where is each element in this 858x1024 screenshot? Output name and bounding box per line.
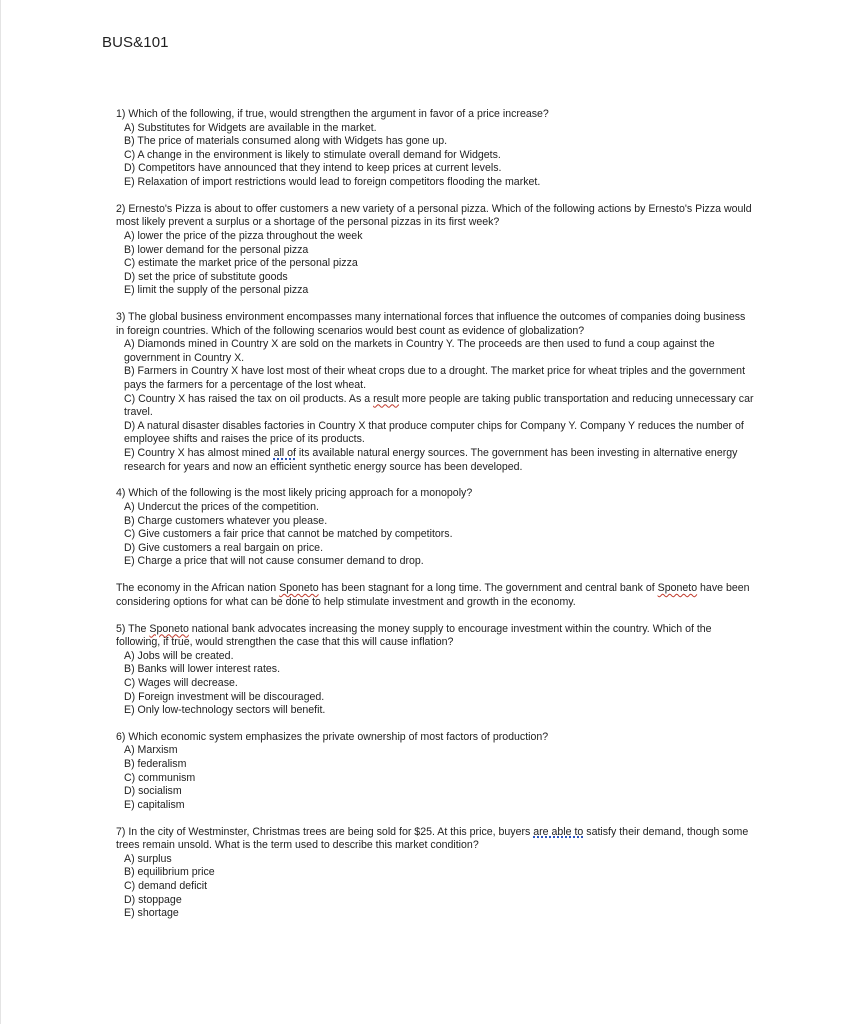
answer-option: B) Banks will lower interest rates. (124, 663, 281, 676)
answer-option: B) Farmers in Country X have lost most of their wheat crops due to a drought. The market price for wheat triples and the government pays the farmers for a percentage of the lost wheat. (124, 365, 746, 392)
question-text-part: satisfy their demand, though some trees remain unsold. What is the term used to describe this market condition? (116, 825, 749, 852)
option-text: C) Country X has raised the tax on oil products. As a (124, 392, 374, 405)
question-1 (116, 108, 756, 190)
answer-option: D) Give customers a real bargain on price. (124, 541, 324, 554)
question-text (116, 623, 756, 650)
answer-option: D) socialism (124, 785, 182, 798)
answer-option: D) Competitors have announced that they intend to keep prices at current levels. (124, 162, 502, 175)
question-text-part: 7) In the city of Westminster, Christmas trees are being sold for $25. At this price, buyers (116, 825, 534, 838)
answer-option: B) The price of materials consumed along with Widgets has gone up. (124, 135, 448, 148)
question-list (116, 108, 756, 934)
answer-option: C) estimate the market price of the personal pizza (124, 257, 358, 270)
answer-option: A) Undercut the prices of the competition. (124, 501, 319, 513)
answer-option: B) Charge customers whatever you please. (124, 514, 328, 527)
answer-option: B) lower demand for the personal pizza (124, 243, 309, 256)
question-text: 4) Which of the following is the most likely pricing approach for a monopoly? (116, 487, 473, 500)
grammar-flagged-phrase[interactable]: all of (273, 447, 296, 460)
answer-option: C) A change in the environment is likely to stimulate overall demand for Widgets. (124, 148, 501, 161)
question-2 (116, 203, 756, 298)
answer-option: D) set the price of substitute goods (124, 270, 288, 283)
answer-option: E) Only low-technology sectors will benefit. (124, 704, 326, 717)
answer-option: D) A natural disaster disables factories in Country X that produce computer chips for Company Y. Company Y reduces the number of employee shifts and raises the price of its products. (124, 419, 744, 446)
answer-option: E) Relaxation of import restrictions would lead to foreign competitors flooding the market. (124, 175, 541, 188)
answer-option: C) demand deficit (124, 880, 208, 892)
answer-option: B) federalism (124, 758, 187, 771)
answer-option: A) surplus (124, 852, 172, 865)
scenario-passage (116, 582, 756, 609)
question-text (116, 826, 756, 853)
answer-option: A) Substitutes for Widgets are available in the market. (124, 121, 377, 134)
answer-option: A) lower the price of the pizza throughout the week (124, 229, 363, 242)
answer-option (116, 447, 756, 474)
answer-option: E) capitalism (124, 798, 185, 811)
answer-option: A) Diamonds mined in Country X are sold on the markets in Country Y. The proceeds are then used to fund a coup against the government in Country X. (124, 338, 715, 364)
question-3 (116, 311, 756, 474)
option-text: more people are taking public transportation and reducing unnecessary car travel. (124, 392, 754, 419)
passage-text-part: have been considering options for what can be done to help stimulate investment and growth in the economy. (116, 582, 750, 608)
answer-option: C) Wages will decrease. (124, 676, 238, 689)
answer-option: B) equilibrium price (124, 866, 215, 879)
question-text-part: 5) The (116, 622, 150, 635)
answer-option (116, 393, 756, 420)
answer-option: E) Charge a price that will not cause consumer demand to drop. (124, 555, 424, 568)
answer-option: D) Foreign investment will be discouraged. (124, 690, 325, 703)
question-text: 6) Which economic system emphasizes the private ownership of most factors of production? (116, 730, 549, 743)
question-6 (116, 731, 756, 813)
question-text-part: national bank advocates increasing the money supply to encourage investment within the country. Which of the following, if true, would strengthen the case that this will cause inflation? (116, 622, 712, 649)
question-text: 3) The global business environment encompasses many international forces that influence the outcomes of companies doing business in foreign countries. Which of the following scenarios would best count as evidence of globalization? (116, 311, 746, 337)
question-4 (116, 487, 756, 569)
question-5 (116, 623, 756, 718)
passage-text-part: has been stagnant for a long time. The government and central bank of (318, 582, 658, 595)
passage-text (116, 582, 756, 609)
grammar-flagged-phrase[interactable]: are able to (533, 825, 584, 838)
option-text: its available natural energy sources. The government has been investing in alternative energy research for years and now an efficient synthetic energy source has been developed. (124, 447, 738, 473)
question-text: 1) Which of the following, if true, would strengthen the argument in favor of a price increase? (116, 108, 549, 120)
answer-option: A) Marxism (124, 744, 178, 757)
answer-option: C) communism (124, 771, 196, 784)
answer-option: A) Jobs will be created. (124, 649, 234, 662)
answer-option: D) stoppage (124, 893, 182, 906)
course-header: BUS&101 (102, 34, 169, 51)
spelling-flagged-word[interactable]: Sponeto (149, 622, 189, 635)
answer-option: E) shortage (124, 907, 179, 920)
spelling-flagged-word[interactable]: Sponeto (657, 582, 698, 595)
spelling-flagged-word[interactable]: Sponeto (279, 582, 319, 595)
question-7 (116, 826, 756, 921)
question-text: 2) Ernesto's Pizza is about to offer customers a new variety of a personal pizza. Which of the following actions by Ernesto's Pizza would most likely prevent a surplus or a shortage of the personal pizzas in its first week? (116, 202, 752, 229)
answer-option: E) limit the supply of the personal pizza (124, 284, 309, 297)
passage-text-part: The economy in the African nation (116, 582, 280, 595)
answer-option: C) Give customers a fair price that cannot be matched by competitors. (124, 528, 453, 541)
spelling-flagged-word[interactable]: result (373, 392, 399, 405)
option-text: E) Country X has almost mined (124, 447, 274, 460)
